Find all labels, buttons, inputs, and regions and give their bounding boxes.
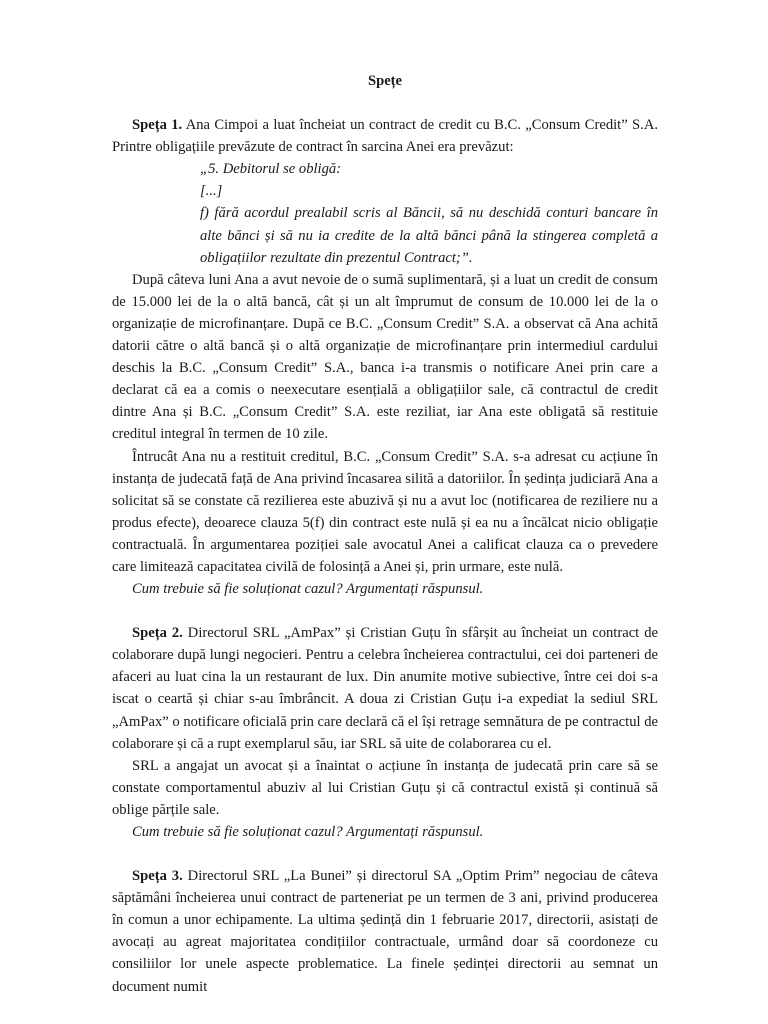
case2-label: Speța 2. [132, 625, 183, 642]
case1-paragraph: După câteva luni Ana a avut nevoie de o sumă suplimentară, și a luat un credit de consum de 15.000 lei de la o altă bancă, cât și un alt împrumut de consum de 10.000 lei de la o organizație de microfinanțare. După ce B.C. „Consum Credit” S.A. a observat că Ana achită datorii către o altă bancă și o altă organizație de microfinanțare prin intermediul cardului deschis la B.C. „Consum Credit” S.A., banca i-a transmis o notificare Anei prin care a declarat că ea a comis o neexecutare esențială a obligațiilor sale, că contractul de credit dintre Ana și B.C. „Consum Credit” S.A. este reziliat, iar Ana este obligată să restituie creditul integral în termen de 10 zile. [112, 271, 658, 443]
case1-question: Cum trebuie să fie soluționat cazul? Argumentați răspunsul. [132, 581, 484, 598]
case2-paragraph: SRL a angajat un avocat și a înaintat o acțiune în instanța de judecată prin care să se constate comportamentul abuziv al lui Cristian Guțu și că contractul există și continuă să oblige părțile sale. [112, 757, 658, 818]
section-spacer [112, 600, 658, 622]
document-page [112, 70, 658, 998]
case1-intro-paragraph [112, 114, 658, 158]
case2-question: Cum trebuie să fie soluționat cazul? Argumentați răspunsul. [132, 824, 484, 840]
case1-quote-line: [...] [200, 183, 223, 200]
case1-quote [200, 158, 658, 268]
case1-label: Speța 1. [132, 117, 183, 134]
case1-paragraph: Întrucât Ana nu a restituit creditul, B.C. „Consum Credit” S.A. s-a adresat cu acțiune în instanța de judecată față de Ana privind încasarea silită a datoriilor. În ședința judiciară Ana a solicitat să se constate că rezilierea este abuzivă și nu a avut loc (notificarea de reziliere nu a produs efecte), deoarece clauza 5(f) din contract este nulă și ea nu a încălcat nicio obligație contractuală. În argumentarea poziției sale avocatul Anei a calificat clauza ca o prevedere care limitează capacitatea civilă de folosință a Anei și, prin urmare, este nulă. [112, 448, 658, 575]
case1-quote-line: „5. Debitorul se obligă: [200, 161, 342, 178]
page-title: Spețe [367, 73, 403, 89]
case3-intro-text: Directorul SRL „La Bunei” și directorul SA „Optim Prim” negociau de câteva săptămâni încheierea unui contract de parteneriat pe un termen de 3 ani, privind producerea în comun a unor echipamente. La ultima ședință din 1 februarie 2017, directorii, asistați de avocați au agreat majoritatea condițiilor contractuale, urmând doar să coordoneze cu consiliilor lor unele aspecte problematice. La finele ședinței directorii au semnat un document numit [112, 868, 658, 995]
case3-intro-paragraph [112, 865, 658, 998]
case3-label: Speța 3. [132, 868, 183, 885]
case1-intro-text: Ana Cimpoi a luat încheiat un contract de credit cu B.C. „Consum Credit” S.A. Printre obligațiile prevăzute de contract în sarcina Anei era prevăzut: [112, 117, 659, 156]
case2-intro-paragraph [112, 622, 658, 755]
section-spacer [112, 843, 658, 865]
case1-quote-clause: f) fără acordul prealabil scris al Băncii, să nu deschidă conturi bancare în alte bănci și să nu ia credite de la altă bănci până la stingerea completă a obligațiilor rezultate din prezentul Contract;”. [200, 205, 658, 266]
case2-intro-text: Directorul SRL „AmPax” și Cristian Guțu în sfârșit au încheiat un contract de colaborare după lungi negocieri. Pentru a celebra încheierea contractului, cei doi parteneri de afaceri au luat cina la un restaurant de lux. Din anumite motive subiective, între cei doi s-a iscat o ceartă și chiar s-au îmbrâncit. A doua zi Cristian Guțu i-a expediat la sediul SRL „AmPax” o notificare oficială prin care declară că el își retrage semnătura de pe contractul de colaborare și că a rupt exemplarul său, iar SRL să uite de colaborarea cu el. [112, 625, 658, 752]
